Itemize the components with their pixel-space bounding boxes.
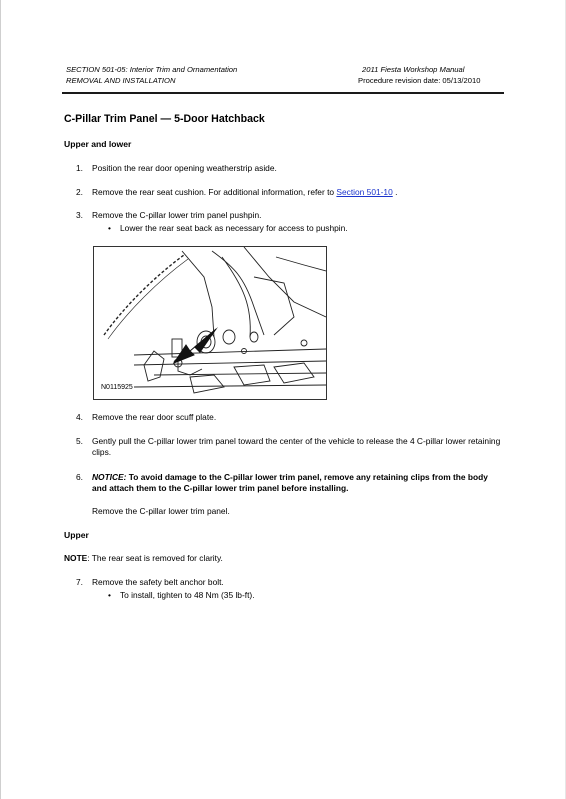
header-left — [66, 64, 237, 86]
note-label: NOTE — [64, 553, 88, 563]
step-3-bullet-text: Lower the rear seat back as necessary for access to pushpin. — [120, 223, 348, 233]
step-1-text: Position the rear door opening weatherstrip aside. — [92, 163, 277, 173]
step-2-text: Remove the rear seat cushion. For additional information, refer to — [92, 187, 337, 197]
notice-label: NOTICE: — [92, 472, 127, 482]
step-7-number: 7. — [76, 577, 83, 587]
figure-c-pillar-pushpin — [93, 246, 327, 400]
step-2-after: . — [392, 187, 398, 197]
header-revision: Procedure revision date: 05/13/2010 — [358, 76, 481, 85]
step-7-bullet-text: To install, tighten to 48 Nm (35 lb-ft). — [120, 590, 255, 600]
bullet-icon: • — [108, 223, 111, 233]
step-7-text: Remove the safety belt anchor bolt. — [92, 577, 224, 587]
step-6-number: 6. — [76, 472, 83, 482]
step-6-text: Remove the C-pillar lower trim panel. — [92, 506, 230, 516]
step-2-number: 2. — [76, 187, 83, 197]
step-2 — [92, 187, 504, 198]
step-5-number: 5. — [76, 436, 83, 446]
figure-label: N0115925 — [101, 384, 133, 391]
header-manual: 2011 Fiesta Workshop Manual — [362, 65, 465, 74]
step-1-number: 1. — [76, 163, 83, 173]
note-text: : The rear seat is removed for clarity. — [87, 553, 223, 563]
notice-text: To avoid damage to the C-pillar lower trim panel, remove any retaining clips from the body and attach them to the C-pillar lower trim panel before installing. — [92, 472, 488, 493]
header-divider — [62, 92, 504, 94]
step-5-text: Gently pull the C-pillar lower trim panel toward the center of the vehicle to release the 4 C-pillar lower retaining clips. — [92, 436, 501, 457]
bullet-icon: • — [108, 590, 111, 600]
step-4-text: Remove the rear door scuff plate. — [92, 412, 217, 422]
step-3-text: Remove the C-pillar lower trim panel pushpin. — [92, 210, 262, 220]
header-section: SECTION 501-05: Interior Trim and Ornamentation — [66, 65, 238, 74]
page-title: C-Pillar Trim Panel — 5-Door Hatchback — [64, 113, 265, 125]
header-right — [358, 64, 480, 86]
step-3-bullet — [108, 223, 348, 233]
step-3-number: 3. — [76, 210, 83, 220]
subhead-upper-lower: Upper and lower — [64, 139, 132, 149]
step-7-bullet — [108, 590, 255, 600]
c-pillar-illustration — [94, 247, 326, 399]
subhead-upper: Upper — [64, 530, 89, 540]
step-6-notice — [92, 472, 504, 494]
section-501-10-link[interactable]: Section 501-10 — [336, 187, 393, 197]
header-subsection: REMOVAL AND INSTALLATION — [66, 76, 176, 85]
step-4-number: 4. — [76, 412, 83, 422]
note — [64, 553, 223, 564]
page-left-edge — [0, 0, 1, 799]
